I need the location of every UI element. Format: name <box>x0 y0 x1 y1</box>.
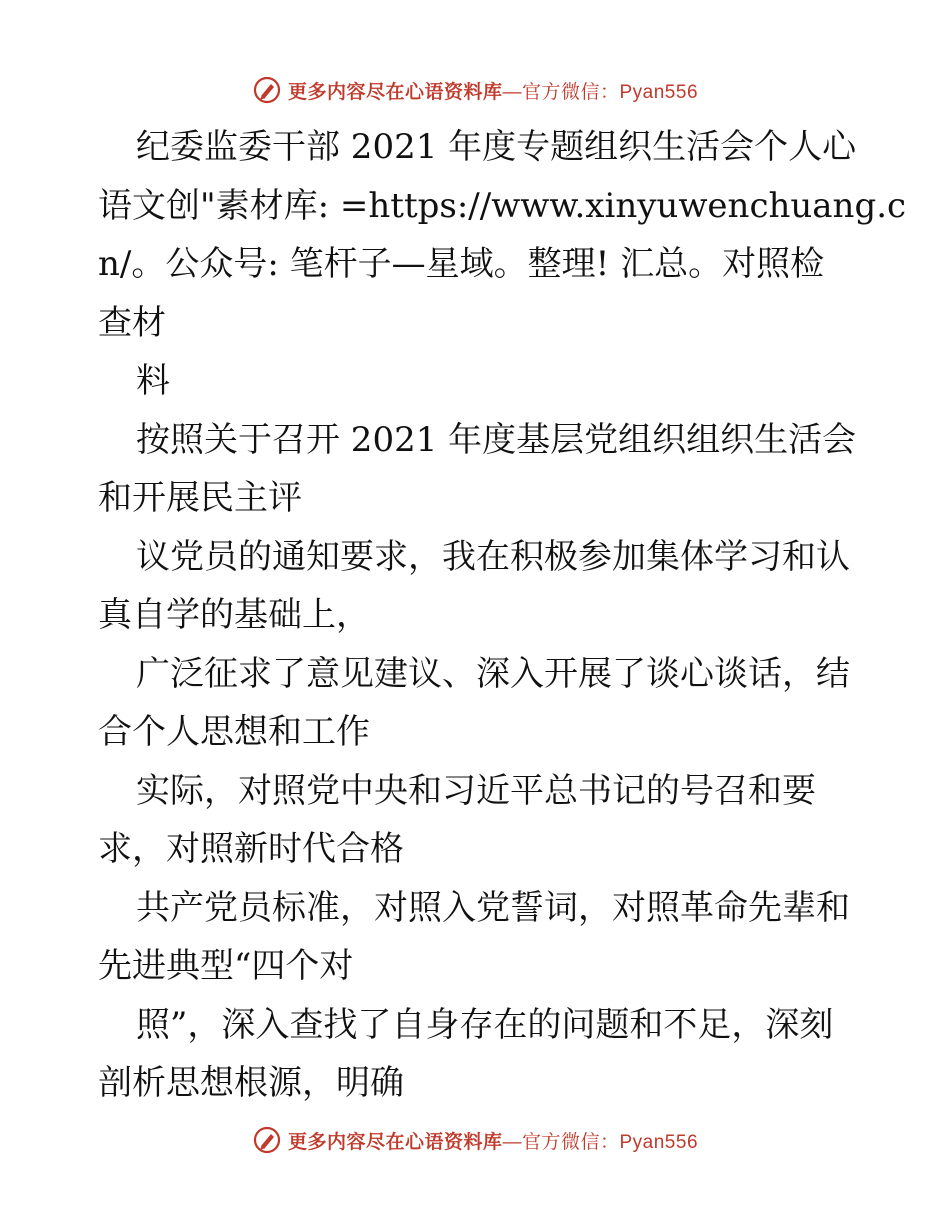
watermark-contact: —官方微信：Pyan556 <box>502 81 699 103</box>
document-line: 按照关于召开 2021 年度基层党组织组织生活会 <box>136 419 857 460</box>
document-line: 求，对照新时代合格 <box>98 829 404 869</box>
document-line: 剖析思想根源，明确 <box>98 1063 404 1103</box>
document-line: 语文创"素材库: =https://www.xinyuwenchuang.c <box>98 185 907 226</box>
document-line: 真自学的基础上， <box>98 595 370 635</box>
document-line: 和开展民主评 <box>98 478 302 518</box>
footer-watermark <box>0 1122 950 1158</box>
document-line: 纪委监委干部 2021 年度专题组织生活会个人心 <box>136 127 857 167</box>
pen-logo-icon <box>252 1125 282 1155</box>
document-line: 实际，对照党中央和习近平总书记的号召和要 <box>136 770 816 811</box>
document-line: 照”，深入查找了自身存在的问题和不足，深刻 <box>136 1004 834 1045</box>
document-line: 合个人思想和工作 <box>98 712 370 752</box>
watermark-text: 更多内容尽在心语资料库 <box>287 80 503 103</box>
pen-logo-icon <box>252 75 282 105</box>
watermark-contact: —官方微信：Pyan556 <box>502 1131 699 1153</box>
document-line: 议党员的通知要求，我在积极参加集体学习和认 <box>136 536 850 577</box>
document-line: 先进典型“四个对 <box>98 946 354 986</box>
document-line: n/。公众号: 笔杆子—星域。整理! 汇总。对照检 <box>98 244 825 284</box>
watermark-text: 更多内容尽在心语资料库 <box>287 1130 503 1153</box>
document-line: 料 <box>136 361 170 401</box>
document-body <box>98 118 907 1113</box>
document-line: 广泛征求了意见建议、深入开展了谈心谈话，结 <box>136 653 850 694</box>
header-watermark <box>0 72 950 108</box>
document-line: 共产党员标准，对照入党誓词，对照革命先辈和 <box>136 887 850 928</box>
document-line: 查材 <box>98 302 166 343</box>
